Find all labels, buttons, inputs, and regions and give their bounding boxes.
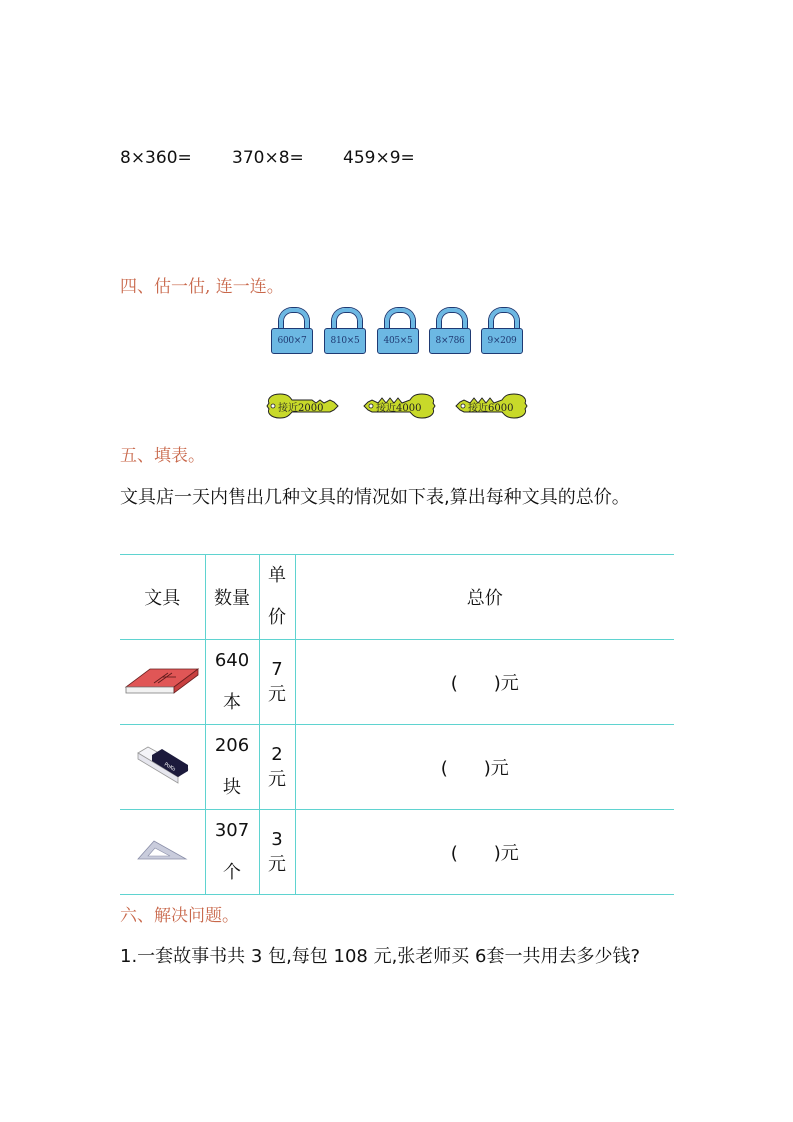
equation-1: 8×360= bbox=[120, 148, 192, 168]
lock-label: 8×786 bbox=[429, 328, 471, 354]
key-icon[interactable] bbox=[452, 392, 528, 420]
stationery-table bbox=[120, 554, 674, 895]
quantity-number: 307 bbox=[214, 820, 250, 841]
lock-icon[interactable] bbox=[271, 308, 313, 354]
quantity-number: 640 bbox=[214, 650, 250, 671]
total-open-paren: ( bbox=[450, 673, 458, 694]
key-icon[interactable] bbox=[266, 392, 342, 420]
unit-price-cell: 3 元 bbox=[259, 810, 295, 895]
header-unit-price-line2: 价 bbox=[268, 607, 286, 628]
table-header-row bbox=[120, 555, 674, 640]
quantity-number: 206 bbox=[214, 735, 250, 756]
total-close-paren: )元 bbox=[483, 758, 509, 779]
item-cell bbox=[120, 810, 205, 895]
lock-icon[interactable] bbox=[429, 308, 471, 354]
total-open-paren: ( bbox=[450, 843, 458, 864]
table-row bbox=[120, 725, 674, 810]
header-quantity: 数量 bbox=[205, 555, 259, 640]
set-square-icon bbox=[136, 839, 188, 861]
table-row bbox=[120, 640, 674, 725]
quantity-cell bbox=[205, 725, 259, 810]
equation-3: 459×9= bbox=[343, 148, 415, 168]
total-cell[interactable] bbox=[295, 810, 674, 895]
lock-label: 9×209 bbox=[481, 328, 523, 354]
key-label: 接近2000 bbox=[278, 403, 324, 414]
lock-icon[interactable] bbox=[377, 308, 419, 354]
lock-label: 810×5 bbox=[324, 328, 366, 354]
item-cell bbox=[120, 640, 205, 725]
quantity-unit: 个 bbox=[223, 862, 241, 883]
lock-label: 600×7 bbox=[271, 328, 313, 354]
eraser-icon bbox=[132, 745, 192, 785]
svg-text:PoKo: PoKo bbox=[163, 761, 177, 773]
key-label: 接近6000 bbox=[468, 403, 514, 414]
header-item: 文具 bbox=[120, 555, 205, 640]
unit-price-cell: 7 元 bbox=[259, 640, 295, 725]
quantity-unit: 块 bbox=[223, 777, 241, 798]
quantity-cell bbox=[205, 640, 259, 725]
header-unit-price-line1: 单 bbox=[268, 565, 286, 586]
section4-heading: 四、估一估, 连一连。 bbox=[120, 277, 284, 297]
section6-heading: 六、解决问题。 bbox=[120, 906, 239, 926]
problem-1: 1.一套故事书共 3 包,每包 108 元,张老师买 6套一共用去多少钱? bbox=[120, 946, 641, 967]
total-cell[interactable] bbox=[295, 640, 674, 725]
lock-label: 405×5 bbox=[377, 328, 419, 354]
section5-heading: 五、填表。 bbox=[120, 446, 205, 466]
header-total: 总价 bbox=[295, 555, 674, 640]
notebook-icon bbox=[124, 663, 200, 697]
total-close-paren: )元 bbox=[493, 843, 519, 864]
unit-price-cell: 2 元 bbox=[259, 725, 295, 810]
key-icon[interactable] bbox=[360, 392, 436, 420]
equation-2: 370×8= bbox=[232, 148, 304, 168]
section5-instruction: 文具店一天内售出几种文具的情况如下表,算出每种文具的总价。 bbox=[120, 487, 630, 508]
header-unit-price bbox=[259, 555, 295, 640]
total-cell[interactable] bbox=[295, 725, 674, 810]
lock-icon[interactable] bbox=[481, 308, 523, 354]
key-label: 接近4000 bbox=[376, 403, 422, 414]
total-open-paren: ( bbox=[440, 758, 448, 779]
quantity-cell bbox=[205, 810, 259, 895]
item-cell bbox=[120, 725, 205, 810]
total-close-paren: )元 bbox=[493, 673, 519, 694]
lock-icon[interactable] bbox=[324, 308, 366, 354]
quantity-unit: 本 bbox=[223, 692, 241, 713]
table-row bbox=[120, 810, 674, 895]
